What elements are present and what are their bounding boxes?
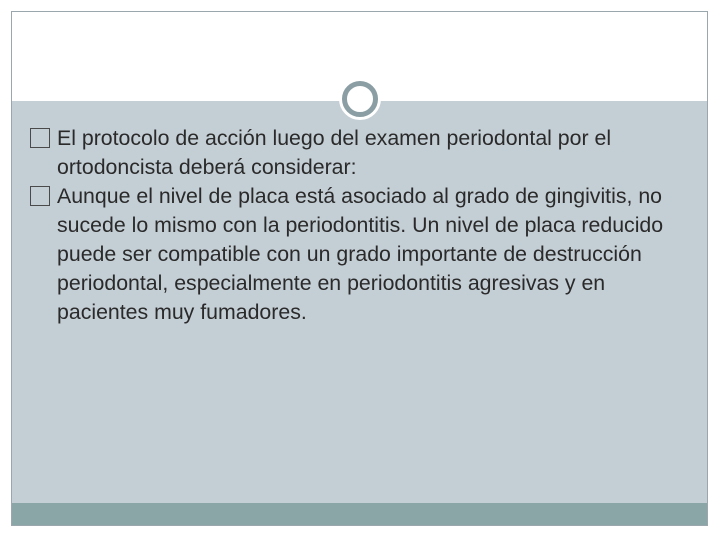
- paragraph-2-text: Aunque el nivel de placa está asociado al grado de gingivitis, no sucede lo mismo con la periodontitis. Un nivel de placa reducido puede ser compatible con un grado importante de destrucción periodontal, especialmente en periodontitis agresivas y en pacientes muy fumadores.: [57, 184, 664, 324]
- bullet-box-icon: [30, 128, 50, 148]
- paragraph-2: [30, 182, 698, 327]
- paragraph-1-text: El protocolo de acción luego del examen periodontal por el ortodoncista deberá considerar:: [57, 126, 612, 179]
- bullet-box-icon: [30, 186, 50, 206]
- circle-ornament-icon: [342, 81, 378, 117]
- paragraph-1: [30, 124, 698, 182]
- slide-body: [30, 124, 698, 327]
